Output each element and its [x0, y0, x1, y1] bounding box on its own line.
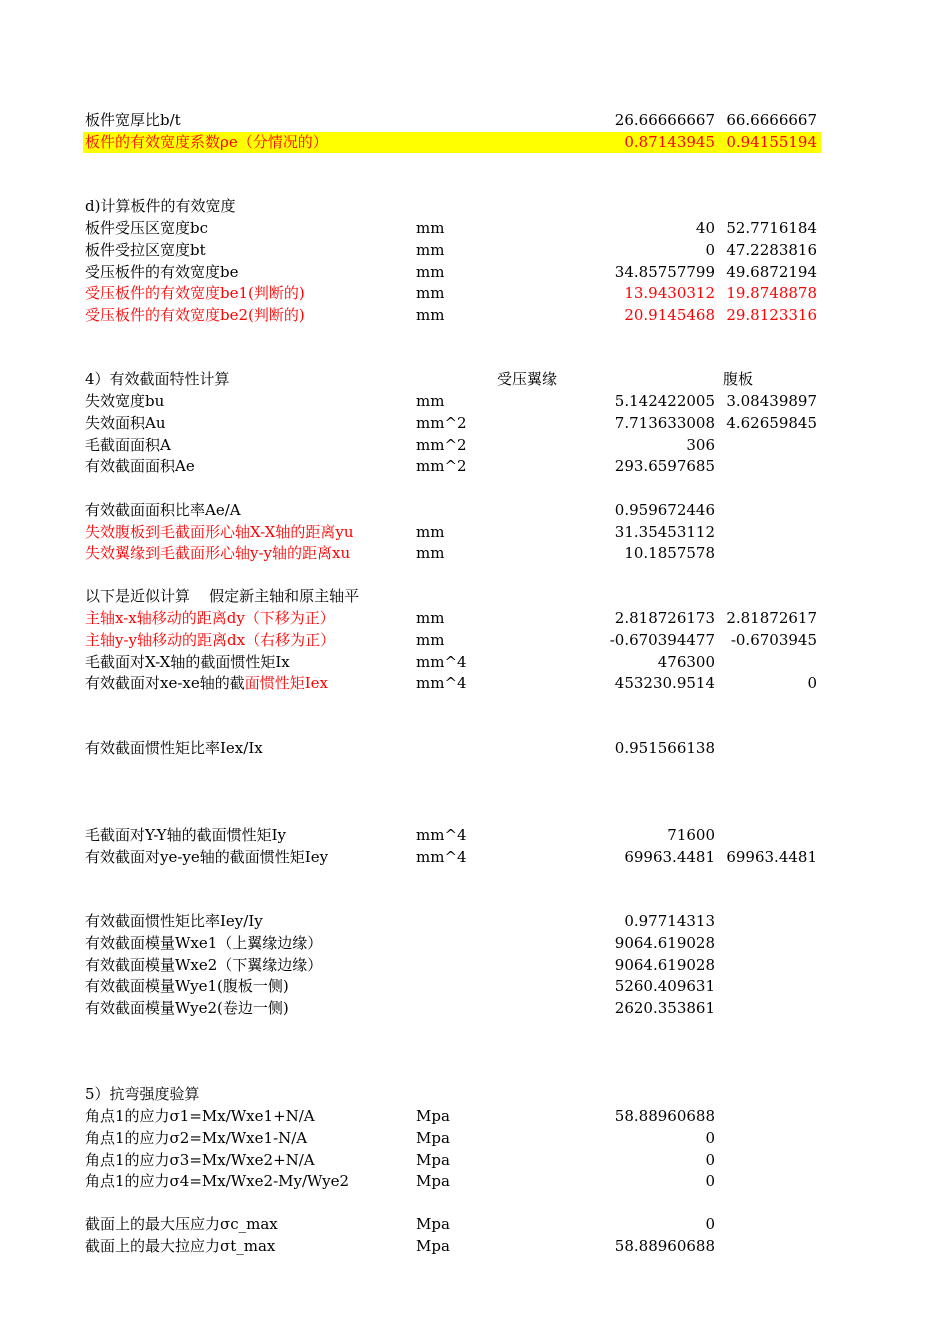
row-label: 板件受压区宽度bc [85, 219, 209, 237]
unit-cell: Mpa [416, 1129, 450, 1147]
unit-cell: Mpa [416, 1151, 450, 1169]
column-header-web: 腹板 [723, 370, 754, 388]
value-web: -0.6703945 [730, 631, 817, 649]
value-flange: 453230.9514 [614, 674, 715, 692]
unit-cell: Mpa [416, 1237, 450, 1255]
value-flange: 2.818726173 [614, 609, 715, 627]
value-flange: 10.1857578 [624, 544, 715, 562]
row-max-tensile-stress[interactable] [83, 1236, 821, 1257]
value-web: 66.6666667 [726, 111, 817, 129]
value-flange: 9064.619028 [614, 934, 715, 952]
unit-cell: Mpa [416, 1107, 450, 1125]
row-shift-dx[interactable] [83, 630, 821, 651]
value-flange: 0 [705, 1129, 715, 1147]
value-flange: 69963.4481 [624, 848, 715, 866]
row-label: 有效截面对ye-ye轴的截面惯性矩Iey [85, 848, 329, 866]
row-effective-width-coefficient[interactable] [83, 132, 821, 153]
value-flange: 58.88960688 [614, 1237, 715, 1255]
row-label: 板件宽厚比b/t [85, 111, 181, 129]
row-label: 有效截面面积比率Ae/A [85, 501, 241, 519]
value-flange: 20.9145468 [624, 306, 715, 324]
unit-cell: mm [416, 631, 445, 649]
unit-cell: mm [416, 609, 445, 627]
row-label: 有效截面惯性矩比率Iex/Ix [85, 739, 263, 757]
value-flange: 0 [705, 241, 715, 259]
unit-cell: mm [416, 263, 445, 281]
row-label: 有效截面模量Wxe1（上翼缘边缘） [85, 934, 323, 952]
row-label: 有效截面模量Wye1(腹板一侧) [85, 977, 289, 995]
row-section-modulus-wxe1[interactable] [83, 933, 821, 954]
row-compression-width-bc[interactable] [83, 218, 821, 239]
value-flange: 306 [686, 436, 715, 454]
row-label: 板件受拉区宽度bt [85, 241, 206, 259]
row-effective-width-be2[interactable] [83, 305, 821, 326]
unit-cell: mm^4 [416, 653, 467, 671]
row-effective-inertia-iex[interactable] [83, 673, 821, 694]
row-label: 受压板件的有效宽度be [85, 263, 239, 281]
row-section-modulus-wye2[interactable] [83, 998, 821, 1019]
row-tension-width-bt[interactable] [83, 240, 821, 261]
row-width-thickness-ratio[interactable] [83, 110, 821, 131]
row-label: 截面上的最大压应力σc_max [85, 1215, 278, 1233]
row-failure-width-bu[interactable] [83, 391, 821, 412]
value-flange: 26.66666667 [614, 111, 715, 129]
value-flange: 71600 [667, 826, 715, 844]
unit-cell: mm^2 [416, 457, 467, 475]
value-flange: 2620.353861 [614, 999, 715, 1017]
row-label: 毛截面对Y-Y轴的截面惯性矩Iy [85, 826, 286, 844]
value-web: 49.6872194 [726, 263, 817, 281]
row-effective-width-be[interactable] [83, 262, 821, 283]
row-label: 有效截面惯性矩比率Iey/Iy [85, 912, 263, 930]
unit-cell: mm^2 [416, 414, 467, 432]
row-label: 有效截面模量Wye2(卷边一侧) [85, 999, 289, 1017]
value-flange: 5.142422005 [614, 392, 715, 410]
value-web: 2.81872617 [726, 609, 817, 627]
value-web: 69963.4481 [726, 848, 817, 866]
value-flange: 13.9430312 [624, 284, 715, 302]
row-label: 截面上的最大拉应力σt_max [85, 1237, 276, 1255]
section-title: 4）有效截面特性计算 [85, 370, 230, 388]
value-flange: 0.951566138 [614, 739, 715, 757]
unit-cell: mm [416, 392, 445, 410]
row-inertia-ratio-iex[interactable] [83, 738, 821, 759]
row-label: 板件的有效宽度系数ρe（分情况的） [85, 133, 328, 151]
note-text: 以下是近似计算 假定新主轴和原主轴平 [85, 587, 360, 605]
row-gross-inertia-iy[interactable] [83, 825, 821, 846]
value-flange: 40 [695, 219, 715, 237]
row-max-compressive-stress[interactable] [83, 1214, 821, 1235]
value-web: 47.2283816 [726, 241, 817, 259]
row-label: 失效面积Au [85, 414, 166, 432]
value-web: 19.8748878 [726, 284, 817, 302]
row-gross-inertia-ix[interactable] [83, 652, 821, 673]
row-label: 主轴x-x轴移动的距离dy（下移为正） [85, 609, 335, 627]
value-web: 4.62659845 [726, 414, 817, 432]
unit-cell: mm [416, 241, 445, 259]
unit-cell: mm [416, 523, 445, 541]
row-label: 角点1的应力σ4=Mx/Wxe2-My/Wye2 [85, 1172, 350, 1190]
row-shift-dy[interactable] [83, 608, 821, 629]
row-label: 毛截面对X-X轴的截面惯性矩Ix [85, 653, 290, 671]
unit-cell: mm [416, 284, 445, 302]
row-label: 角点1的应力σ2=Mx/Wxe1-N/A [85, 1129, 308, 1147]
value-flange: 9064.619028 [614, 956, 715, 974]
row-distance-yu[interactable] [83, 522, 821, 543]
unit-cell: mm [416, 544, 445, 562]
label-red-part: 面惯性矩Iex [244, 674, 329, 692]
row-section-modulus-wxe2[interactable] [83, 955, 821, 976]
value-flange: 476300 [657, 653, 715, 671]
value-flange: 0.97714313 [624, 912, 715, 930]
value-web: 0.94155194 [726, 133, 817, 151]
row-section-modulus-wye1[interactable] [83, 976, 821, 997]
row-distance-xu[interactable] [83, 543, 821, 564]
value-flange: 293.6597685 [614, 457, 715, 475]
column-header-flange: 受压翼缘 [497, 370, 558, 388]
row-gross-area-a[interactable] [83, 435, 821, 456]
row-label: 主轴y-y轴移动的距离dx（右移为正） [85, 631, 336, 649]
value-flange: 58.88960688 [614, 1107, 715, 1125]
unit-cell: mm^4 [416, 826, 467, 844]
row-label: 失效宽度bu [85, 392, 165, 410]
row-label: 毛截面面积A [85, 436, 171, 454]
row-label: 有效截面面积Ae [85, 457, 195, 475]
unit-cell: Mpa [416, 1215, 450, 1233]
section-header-bending-check[interactable] [83, 1084, 821, 1105]
value-web: 3.08439897 [726, 392, 817, 410]
row-effective-width-be1[interactable] [83, 283, 821, 304]
value-web: 52.7716184 [726, 219, 817, 237]
section-header-effective-properties[interactable] [83, 369, 821, 390]
row-label: 角点1的应力σ3=Mx/Wxe2+N/A [85, 1151, 315, 1169]
row-failure-area-au[interactable] [83, 413, 821, 434]
row-label: 失效翼缘到毛截面形心轴y-y轴的距离xu [85, 544, 351, 562]
row-label: 有效截面模量Wxe2（下翼缘边缘） [85, 956, 323, 974]
section-title: 5）抗弯强度验算 [85, 1085, 200, 1103]
value-web: 0 [807, 674, 817, 692]
row-effective-area-ae[interactable] [83, 456, 821, 477]
value-flange: 0 [705, 1151, 715, 1169]
value-flange: 7.713633008 [614, 414, 715, 432]
unit-cell: mm^4 [416, 674, 467, 692]
unit-cell: Mpa [416, 1172, 450, 1190]
value-flange: 0 [705, 1215, 715, 1233]
row-area-ratio[interactable] [83, 500, 821, 521]
row-stress-sigma4[interactable] [83, 1171, 821, 1192]
unit-cell: mm [416, 306, 445, 324]
value-flange: 0.87143945 [624, 133, 715, 151]
section-header-effective-width[interactable] [83, 196, 821, 217]
unit-cell: mm^4 [416, 848, 467, 866]
value-flange: 0 [705, 1172, 715, 1190]
row-stress-sigma3[interactable] [83, 1150, 821, 1171]
row-approximation-note[interactable] [83, 586, 821, 607]
unit-cell: mm^2 [416, 436, 467, 454]
value-flange: 5260.409631 [614, 977, 715, 995]
row-stress-sigma1[interactable] [83, 1106, 821, 1127]
label-black-part: 有效截面对xe-xe轴的截 [85, 674, 245, 692]
row-label: 受压板件的有效宽度be2(判断的) [85, 306, 305, 324]
row-label: 角点1的应力σ1=Mx/Wxe1+N/A [85, 1107, 315, 1125]
value-web: 29.8123316 [726, 306, 817, 324]
unit-cell: mm [416, 219, 445, 237]
row-label [85, 673, 328, 694]
row-stress-sigma2[interactable] [83, 1128, 821, 1149]
row-label: 失效腹板到毛截面形心轴X-X轴的距离yu [85, 523, 354, 541]
section-title: d)计算板件的有效宽度 [85, 197, 236, 215]
value-flange: 0.959672446 [614, 501, 715, 519]
value-flange: 31.35453112 [614, 523, 715, 541]
value-flange: 34.85757799 [614, 263, 715, 281]
row-effective-inertia-iey[interactable] [83, 847, 821, 868]
row-inertia-ratio-iey[interactable] [83, 911, 821, 932]
row-label: 受压板件的有效宽度be1(判断的) [85, 284, 305, 302]
value-flange: -0.670394477 [609, 631, 715, 649]
